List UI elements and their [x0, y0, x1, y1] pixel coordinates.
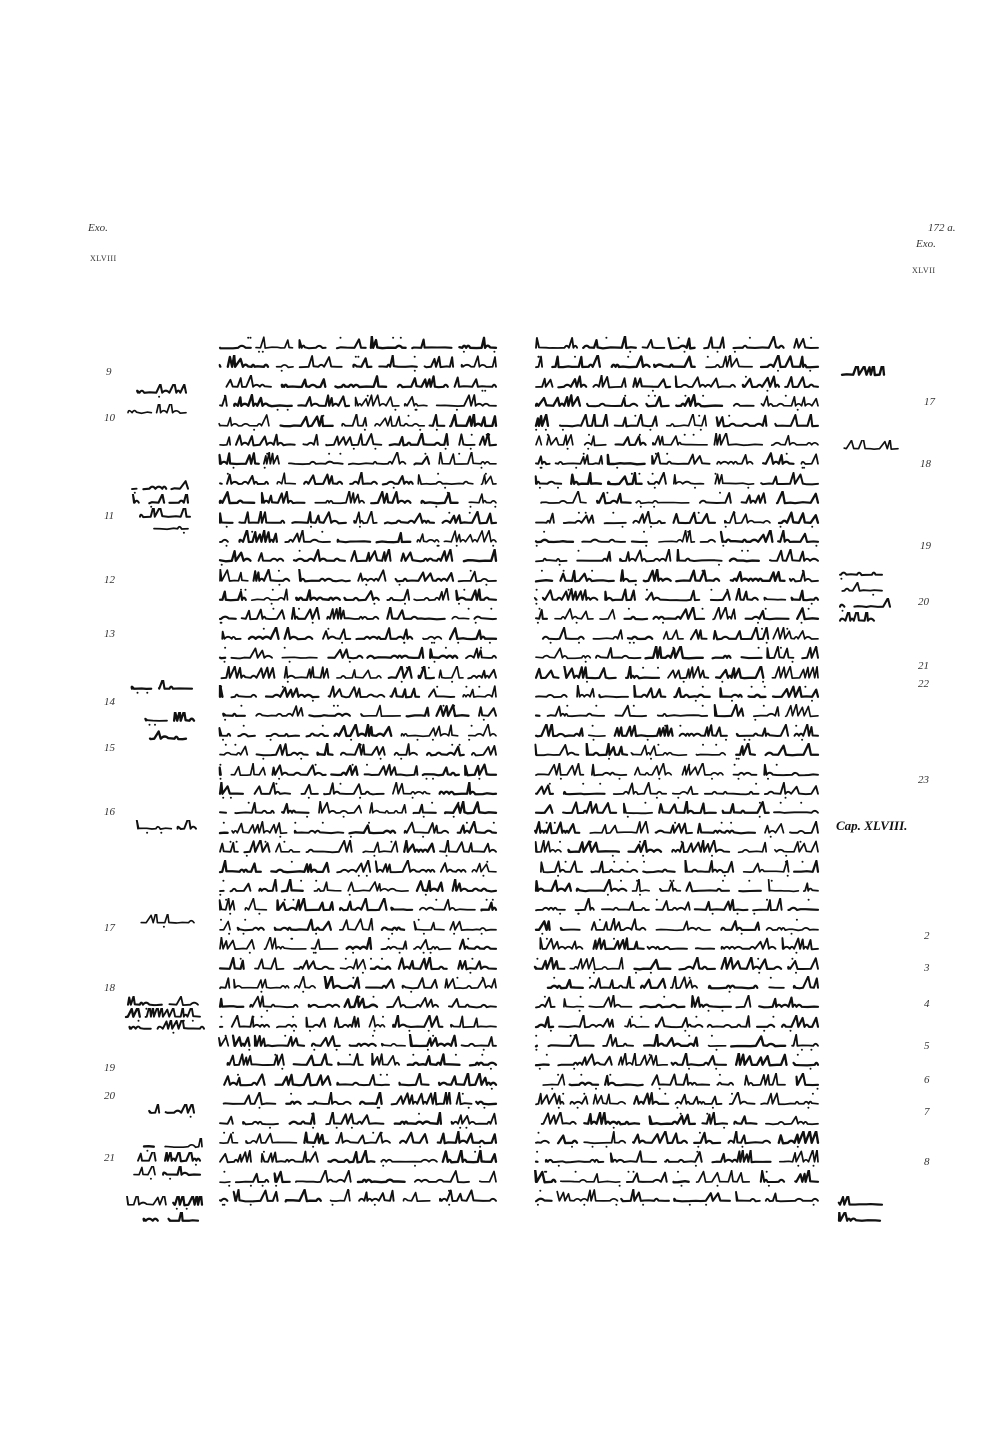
- left-book-label: Exo.: [88, 222, 108, 234]
- script-line: [532, 569, 820, 588]
- marginal-gloss: [134, 820, 198, 834]
- script-line: [532, 1150, 820, 1169]
- script-line: [532, 743, 820, 762]
- left-verse-number: 18: [104, 982, 115, 994]
- script-line: [532, 724, 820, 743]
- script-line: [216, 1170, 498, 1189]
- script-line: [532, 1170, 820, 1189]
- script-line: [532, 937, 820, 956]
- script-line: [532, 666, 820, 685]
- marginal-gloss: [130, 1166, 202, 1180]
- script-line: [216, 433, 498, 452]
- right-verse-number: 2: [924, 930, 930, 942]
- script-line: [216, 821, 498, 840]
- script-line: [532, 860, 820, 879]
- script-line: [532, 375, 820, 394]
- script-line: [216, 511, 498, 530]
- marginal-gloss: [836, 1196, 884, 1210]
- script-line: [216, 957, 498, 976]
- script-line: [532, 549, 820, 568]
- right-verse-number: 23: [918, 774, 929, 786]
- script-line: [216, 879, 498, 898]
- script-line: [532, 801, 820, 820]
- script-line: [216, 840, 498, 859]
- script-line: [216, 530, 498, 549]
- marginal-gloss: [124, 404, 188, 418]
- script-line: [216, 1073, 498, 1092]
- script-line: [532, 1092, 820, 1111]
- marginal-gloss: [124, 1196, 204, 1210]
- script-line: [532, 685, 820, 704]
- script-line: [216, 336, 498, 355]
- script-line: [532, 355, 820, 374]
- script-line: [532, 782, 820, 801]
- script-line: [532, 957, 820, 976]
- script-line: [216, 1189, 498, 1208]
- script-line: [216, 801, 498, 820]
- left-verse-number: 13: [104, 628, 115, 640]
- right-verse-number: 22: [918, 678, 929, 690]
- left-verse-number: 21: [104, 1152, 115, 1164]
- script-line: [216, 918, 498, 937]
- marginal-gloss: [146, 1104, 196, 1118]
- script-line: [216, 1150, 498, 1169]
- script-line: [216, 607, 498, 626]
- marginal-gloss: [826, 1212, 882, 1226]
- script-line: [532, 394, 820, 413]
- script-line: [532, 704, 820, 723]
- script-line: [532, 821, 820, 840]
- marginal-gloss: [128, 680, 194, 694]
- script-line: [532, 607, 820, 626]
- right-verse-number: 17: [924, 396, 935, 408]
- script-line: [532, 976, 820, 995]
- script-line: [216, 763, 498, 782]
- marginal-gloss: [836, 440, 900, 454]
- script-line: [532, 433, 820, 452]
- script-line: [532, 995, 820, 1014]
- right-verse-number: 19: [920, 540, 931, 552]
- left-verse-number: 10: [104, 412, 115, 424]
- script-line: [216, 743, 498, 762]
- script-line: [532, 530, 820, 549]
- left-verse-number: 20: [104, 1090, 115, 1102]
- script-line: [532, 1189, 820, 1208]
- script-line: [216, 1034, 498, 1053]
- script-line: [216, 704, 498, 723]
- script-line: [532, 1112, 820, 1131]
- script-line: [532, 918, 820, 937]
- script-line: [216, 976, 498, 995]
- right-verse-number: 20: [918, 596, 929, 608]
- script-line: [216, 627, 498, 646]
- script-line: [216, 995, 498, 1014]
- script-line: [532, 491, 820, 510]
- right-verse-number: 8: [924, 1156, 930, 1168]
- left-verse-number: 17: [104, 922, 115, 934]
- right-verse-number: 4: [924, 998, 930, 1010]
- left-chapter-roman: XLVIII: [90, 254, 117, 263]
- right-verse-number: 6: [924, 1074, 930, 1086]
- script-line: [216, 1092, 498, 1111]
- script-line: [532, 1053, 820, 1072]
- script-line: [216, 375, 498, 394]
- right-folio-number: 172 a.: [928, 222, 956, 234]
- script-line: [216, 685, 498, 704]
- marginal-gloss: [836, 582, 884, 596]
- left-verse-number: 15: [104, 742, 115, 754]
- marginal-gloss: [140, 1138, 204, 1152]
- marginal-gloss: [142, 712, 196, 726]
- script-line: [216, 937, 498, 956]
- script-line: [532, 588, 820, 607]
- marginal-gloss: [836, 566, 884, 580]
- script-line: [532, 763, 820, 782]
- left-verse-number: 16: [104, 806, 115, 818]
- script-line: [216, 452, 498, 471]
- script-line: [216, 666, 498, 685]
- script-line: [216, 472, 498, 491]
- right-verse-number: 3: [924, 962, 930, 974]
- script-line: [216, 549, 498, 568]
- script-line: [216, 724, 498, 743]
- right-book-label: Exo.: [916, 238, 936, 250]
- script-line: [532, 452, 820, 471]
- marginal-gloss: [134, 1152, 202, 1166]
- left-verse-number: 14: [104, 696, 115, 708]
- marginal-gloss: [146, 730, 188, 744]
- script-line: [216, 414, 498, 433]
- right-chapter-roman: XLVII: [912, 266, 936, 275]
- script-line: [532, 646, 820, 665]
- marginal-gloss: [126, 1020, 206, 1034]
- left-verse-number: 12: [104, 574, 115, 586]
- marginal-gloss: [140, 1212, 200, 1226]
- script-line: [216, 355, 498, 374]
- marginal-gloss: [838, 366, 886, 380]
- script-line: [532, 472, 820, 491]
- script-line: [216, 491, 498, 510]
- marginal-gloss: [836, 598, 892, 612]
- script-line: [216, 1112, 498, 1131]
- right-verse-number: 18: [920, 458, 931, 470]
- script-line: [216, 782, 498, 801]
- script-line: [216, 1131, 498, 1150]
- script-line: [532, 1131, 820, 1150]
- script-line: [216, 898, 498, 917]
- right-verse-number: 5: [924, 1040, 930, 1052]
- script-line: [532, 1034, 820, 1053]
- marginal-gloss: [130, 914, 196, 928]
- script-line: [216, 860, 498, 879]
- left-verse-number: 19: [104, 1062, 115, 1074]
- script-line: [532, 336, 820, 355]
- script-line: [532, 898, 820, 917]
- right-verse-number: 7: [924, 1106, 930, 1118]
- script-line: [532, 879, 820, 898]
- left-script-column: [216, 336, 498, 1209]
- left-verse-number: 9: [106, 366, 112, 378]
- script-line: [532, 511, 820, 530]
- marginal-gloss: [134, 384, 188, 398]
- left-verse-number: 11: [104, 510, 115, 522]
- script-line: [532, 1073, 820, 1092]
- marginal-gloss: [130, 494, 190, 508]
- script-line: [216, 569, 498, 588]
- right-script-column: [532, 336, 820, 1209]
- script-line: [532, 414, 820, 433]
- right-verse-number: 21: [918, 660, 929, 672]
- script-line: [216, 1015, 498, 1034]
- marginal-gloss: [836, 612, 876, 626]
- script-line: [216, 646, 498, 665]
- script-line: [216, 588, 498, 607]
- script-line: [532, 1015, 820, 1034]
- script-line: [532, 840, 820, 859]
- marginal-gloss: [128, 480, 190, 494]
- script-line: [216, 394, 498, 413]
- script-line: [532, 627, 820, 646]
- chapter-heading: Cap. XLVIII.: [836, 818, 908, 833]
- script-line: [216, 1053, 498, 1072]
- marginal-gloss: [150, 520, 190, 534]
